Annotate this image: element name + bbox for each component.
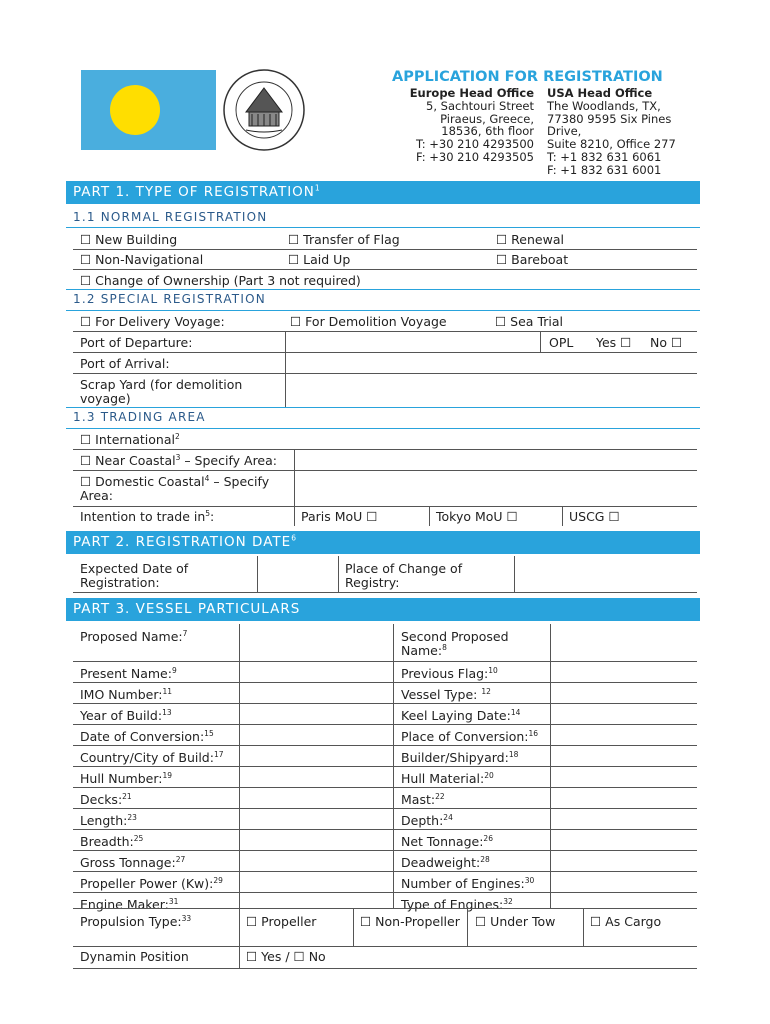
particular-label (80, 667, 177, 681)
particular-value-input[interactable] (550, 766, 697, 787)
footnote-ref: 5 (205, 508, 211, 518)
particular-label (80, 898, 178, 912)
special-registration-heading: 1.2 SPECIAL REGISTRATION (73, 292, 266, 306)
col-line (393, 624, 394, 908)
uscg-checkbox[interactable]: USCG ☐ (569, 509, 620, 524)
particular-value-input[interactable] (550, 829, 697, 850)
as-cargo-checkbox[interactable]: ☐ As Cargo (590, 914, 662, 929)
europe-fax: F: +30 210 4293505 (416, 149, 534, 164)
footnote-ref: 31 (168, 896, 179, 906)
col-line (285, 332, 286, 407)
particular-label-text: Present Name: (80, 666, 172, 681)
change-of-ownership-checkbox[interactable]: ☐ Change of Ownership (Part 3 not required) (80, 273, 361, 288)
particular-value-input[interactable] (550, 787, 697, 808)
particular-label (401, 667, 498, 681)
particular-value-input[interactable] (550, 745, 697, 766)
non-navigational-checkbox[interactable]: ☐ Non-Navigational (80, 252, 204, 267)
row-line (73, 908, 697, 909)
footnote-ref: 7 (182, 628, 188, 638)
particular-label-text: Country/City of Build: (80, 750, 214, 765)
col-line (540, 332, 541, 352)
footnote-ref: 33 (181, 913, 192, 923)
particular-label-text: Hull Material: (401, 771, 485, 786)
col-line (239, 624, 240, 968)
usa-line: The Woodlands, TX, (547, 98, 661, 113)
row-line (73, 592, 697, 593)
bareboat-checkbox[interactable]: ☐ Bareboat (496, 252, 569, 267)
form-title: APPLICATION FOR REGISTRATION (392, 69, 663, 85)
footnote-ref: 26 (483, 833, 493, 843)
section-rule (66, 310, 700, 311)
particular-label (80, 835, 143, 849)
col-line (338, 556, 339, 592)
footnote-ref: 29 (213, 875, 223, 885)
particular-label-text: Proposed Name: (80, 629, 183, 644)
footnote-ref: 17 (213, 749, 224, 759)
col-line (583, 908, 584, 946)
particular-label-text: Gross Tonnage: (80, 855, 176, 870)
domestic-coastal-checkbox[interactable] (80, 475, 290, 503)
dynamic-position-yes-no[interactable]: ☐ Yes / ☐ No (246, 949, 326, 964)
particular-label (401, 688, 491, 702)
intention-to-trade-label (80, 510, 214, 524)
particular-label-text: Decks: (80, 792, 123, 807)
particular-label-text: Number of Engines: (401, 876, 525, 891)
particular-label (80, 730, 214, 744)
footnote-ref: 1 (314, 183, 321, 193)
section-rule (66, 428, 700, 429)
particular-label-text: Length: (80, 813, 128, 828)
particular-label-text: Deadweight: (401, 855, 481, 870)
particular-label (401, 630, 541, 658)
tokyo-mou-checkbox[interactable]: Tokyo MoU ☐ (436, 509, 518, 524)
usa-line: 77380 9595 Six Pines (547, 111, 672, 126)
footnote-ref: 2 (174, 431, 180, 441)
particular-label-text: Mast: (401, 792, 436, 807)
near-coastal-area-input[interactable] (294, 450, 697, 470)
port-of-departure-label: Port of Departure: (80, 335, 193, 350)
particular-label (401, 751, 518, 765)
footnote-ref: 13 (162, 707, 172, 717)
flag-moon (110, 85, 160, 135)
particular-label-text: Vessel Type: (401, 687, 482, 702)
laid-up-checkbox[interactable]: ☐ Laid Up (288, 252, 351, 267)
particular-value-input[interactable] (550, 724, 697, 745)
under-tow-checkbox[interactable]: ☐ Under Tow (475, 914, 556, 929)
particular-label (80, 814, 137, 828)
section-rule (66, 289, 700, 290)
usa-office (547, 87, 697, 177)
particular-label (401, 772, 494, 786)
row-line (73, 249, 697, 250)
scrap-yard-label: Scrap Yard (for demolition voyage) (80, 377, 243, 406)
row-line (73, 506, 697, 507)
expected-date-label: Expected Date of Registration: (80, 561, 189, 590)
particular-value-input[interactable] (240, 871, 393, 892)
particular-value-input[interactable] (550, 808, 697, 829)
footnote-ref: 22 (435, 791, 445, 801)
opl-no-checkbox[interactable]: No ☐ (650, 335, 683, 350)
particular-value-input[interactable] (240, 703, 393, 724)
particular-label-text: Date of Conversion: (80, 729, 205, 744)
col-line (429, 506, 430, 526)
place-change-input[interactable] (514, 556, 697, 592)
footnote-ref: 3 (175, 452, 181, 462)
new-building-checkbox[interactable]: ☐ New Building (80, 232, 178, 247)
near-coastal-label: ☐ Near Coastal (80, 453, 176, 468)
footnote-ref: 8 (442, 642, 447, 652)
europe-line: 5, Sachtouri Street (426, 98, 534, 113)
port-of-arrival-input[interactable] (285, 353, 697, 373)
footnote-ref: 12 (481, 686, 491, 696)
particular-label (80, 856, 185, 870)
non-propeller-checkbox[interactable]: ☐ Non-Propeller (360, 914, 460, 929)
domestic-coastal-label: ☐ Domestic Coastal (80, 474, 205, 489)
section-rule (66, 407, 700, 408)
particular-value-input[interactable] (240, 745, 393, 766)
footnote-ref: 25 (133, 833, 144, 843)
particular-label (80, 793, 132, 807)
particular-label-text: Previous Flag: (401, 666, 489, 681)
row-line (73, 269, 697, 270)
footnote-ref: 4 (204, 473, 210, 483)
particular-value-input[interactable] (550, 850, 697, 871)
expected-date-input[interactable] (257, 556, 338, 592)
scrap-yard-input[interactable] (285, 374, 697, 406)
particular-value-input[interactable] (240, 808, 393, 829)
palau-flag (81, 70, 216, 150)
international-label: ☐ International (80, 432, 175, 447)
particular-label-text: Propeller Power (Kw): (80, 876, 214, 891)
sea-trial-checkbox[interactable]: ☐ Sea Trial (495, 314, 563, 329)
col-line (467, 908, 468, 946)
particular-label (401, 856, 490, 870)
propulsion-type-label (80, 915, 191, 929)
particular-label-text: Place of Conversion: (401, 729, 529, 744)
footnote-ref: 10 (488, 665, 498, 675)
particular-label-text: IMO Number: (80, 687, 163, 702)
part2-heading-text: PART 2. REGISTRATION DATE (73, 534, 292, 550)
particular-label (80, 772, 172, 786)
footnote-ref: 21 (122, 791, 132, 801)
particular-value-input[interactable] (550, 682, 697, 703)
footnote-ref: 14 (510, 707, 521, 717)
particular-value-input[interactable] (240, 829, 393, 850)
usa-line: Suite 8210, Office 277 (547, 137, 676, 152)
domestic-coastal-area-input[interactable] (294, 471, 697, 506)
particular-label (80, 630, 187, 644)
footnote-ref: 32 (503, 896, 513, 906)
particular-label (401, 709, 520, 723)
transfer-of-flag-checkbox[interactable]: ☐ Transfer of Flag (288, 232, 400, 247)
intention-colon: : (210, 509, 215, 524)
particular-value-input[interactable] (240, 682, 393, 703)
opl-label: OPL (549, 335, 574, 350)
international-checkbox[interactable] (80, 433, 180, 447)
footnote-ref: 11 (162, 686, 173, 696)
renewal-checkbox[interactable]: ☐ Renewal (496, 232, 564, 247)
col-line (514, 556, 515, 592)
particular-label-text: Hull Number: (80, 771, 163, 786)
particular-label (401, 877, 534, 891)
footnote-ref: 19 (162, 770, 172, 780)
footnote-ref: 16 (528, 728, 539, 738)
particular-label (80, 877, 223, 891)
row-line (73, 968, 697, 969)
particular-value-input[interactable] (240, 892, 393, 908)
part1-heading (66, 181, 700, 204)
footnote-ref: 23 (127, 812, 137, 822)
particular-value-input[interactable] (240, 787, 393, 808)
europe-line: 18536, 6th floor (441, 124, 534, 139)
part2-heading (66, 531, 700, 554)
row-line (73, 946, 697, 947)
footnote-ref: 27 (175, 854, 186, 864)
particular-label-text: Type of Engines: (401, 897, 504, 912)
footnote-ref: 18 (508, 749, 519, 759)
europe-office-heading: Europe Head Office (409, 86, 534, 100)
part3-heading: PART 3. VESSEL PARTICULARS (66, 598, 700, 621)
part1-heading-text: PART 1. TYPE OF REGISTRATION (73, 184, 315, 200)
particular-label-text: Depth: (401, 813, 444, 828)
particular-value-input[interactable] (240, 850, 393, 871)
usa-fax: F: +1 832 631 6001 (547, 162, 662, 177)
opl-yes-checkbox[interactable]: Yes ☐ (596, 335, 632, 350)
particular-value-input[interactable] (240, 624, 393, 661)
particular-value-input[interactable] (550, 624, 697, 661)
delivery-voyage-checkbox[interactable]: ☐ For Delivery Voyage: (80, 314, 225, 329)
footnote-ref: 20 (484, 770, 494, 780)
particular-label (401, 898, 513, 912)
particular-label-text: Breadth: (80, 834, 134, 849)
col-line (550, 624, 551, 908)
europe-line: Piraeus, Greece, (440, 111, 534, 126)
demolition-voyage-checkbox[interactable]: ☐ For Demolition Voyage (290, 314, 447, 329)
usa-line: Drive, (547, 124, 582, 139)
dynamic-position-label: Dynamin Position (80, 949, 189, 964)
particular-value-input[interactable] (240, 661, 393, 682)
particular-value-input[interactable] (550, 661, 697, 682)
particular-label-text: Year of Build: (80, 708, 163, 723)
particular-label-text: Keel Laying Date: (401, 708, 511, 723)
trading-area-heading: 1.3 TRADING AREA (73, 410, 206, 424)
port-of-departure-input[interactable] (285, 332, 540, 352)
footnote-ref: 30 (524, 875, 535, 885)
intention-text: Intention to trade in (80, 509, 206, 524)
particular-label (80, 751, 224, 765)
particular-label (80, 709, 172, 723)
particular-label (401, 814, 453, 828)
footnote-ref: 24 (443, 812, 453, 822)
particular-label (80, 688, 172, 702)
europe-office (384, 87, 534, 164)
near-coastal-specify: – Specify Area: (180, 453, 277, 468)
usa-office-heading: USA Head Office (547, 86, 653, 100)
particular-label (401, 793, 445, 807)
propulsion-text: Propulsion Type: (80, 914, 182, 929)
section-rule (66, 227, 700, 228)
particular-label-text: Second Proposed Name: (401, 629, 509, 658)
particular-value-input[interactable] (550, 892, 697, 908)
particular-label (401, 835, 493, 849)
col-line (353, 908, 354, 946)
europe-phone: T: +30 210 4293500 (415, 137, 534, 152)
particular-value-input[interactable] (240, 724, 393, 745)
particular-label-text: Engine Maker: (80, 897, 169, 912)
particular-label-text: Builder/Shipyard: (401, 750, 509, 765)
propeller-checkbox[interactable]: ☐ Propeller (246, 914, 317, 929)
col-line (562, 506, 563, 526)
footnote-ref: 28 (480, 854, 490, 864)
near-coastal-checkbox[interactable] (80, 454, 277, 468)
footnote-ref: 15 (204, 728, 214, 738)
normal-registration-heading: 1.1 NORMAL REGISTRATION (73, 210, 268, 224)
place-change-label: Place of Change of Registry: (345, 561, 463, 590)
particular-value-input[interactable] (550, 703, 697, 724)
port-of-arrival-label: Port of Arrival: (80, 356, 170, 371)
footnote-ref: 6 (291, 533, 297, 543)
particular-value-input[interactable] (240, 766, 393, 787)
paris-mou-checkbox[interactable]: Paris MoU ☐ (301, 509, 378, 524)
particular-value-input[interactable] (550, 871, 697, 892)
footnote-ref: 9 (171, 665, 177, 675)
particular-label-text: Net Tonnage: (401, 834, 484, 849)
domestic-coastal-specify: – Specify Area: (80, 474, 270, 503)
registry-seal (222, 68, 306, 152)
particular-label (401, 730, 538, 744)
usa-phone: T: +1 832 631 6061 (547, 149, 662, 164)
col-line (294, 450, 295, 526)
col-line (257, 556, 258, 592)
